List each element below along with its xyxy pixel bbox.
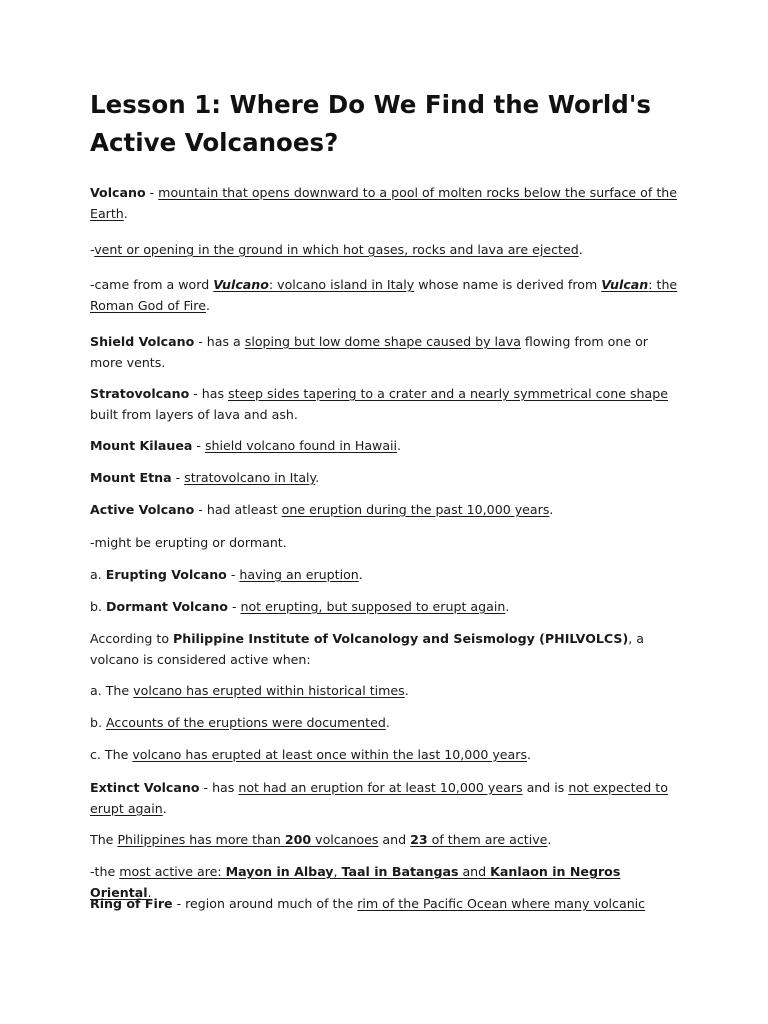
paragraph-philippines-count — [90, 829, 680, 850]
paragraph-shield-volcano — [90, 331, 680, 373]
underlined-text: of them are active — [427, 832, 548, 847]
paragraph-volcano-definition — [90, 182, 680, 224]
text-segment: - region around much of the — [172, 896, 358, 911]
underlined-text: one eruption during the past 10,000 years — [281, 502, 550, 517]
bold-term: Erupting Volcano — [105, 567, 227, 582]
bold-term: Taal in Batangas — [341, 864, 459, 879]
underlined-text: volcanoes — [311, 832, 379, 847]
paragraph-mount-kilauea — [90, 435, 680, 456]
paragraph-ring-of-fire — [90, 893, 680, 914]
text-segment: and — [378, 832, 411, 847]
bold-term: Vulcan — [601, 277, 649, 292]
page-title: Lesson 1: Where Do We Find the World's Active Volcanoes? — [90, 90, 651, 157]
underlined-text: : the Roman God of Fire — [90, 277, 678, 313]
text-segment: . — [315, 470, 320, 485]
paragraph-erupting-volcano — [90, 564, 680, 585]
text-segment: . — [547, 832, 552, 847]
text-segment: a. — [90, 567, 106, 582]
text-segment: -might be erupting or dormant. — [90, 535, 287, 550]
underlined-text: Philippines has more than — [117, 832, 285, 847]
underlined-text: not expected to erupt again — [90, 780, 668, 816]
underlined-text: not erupting, but supposed to erupt again — [240, 599, 506, 614]
underlined-text: and — [458, 864, 491, 879]
underlined-text: volcano has erupted at least once within the last 10,000 years — [132, 747, 528, 762]
underlined-text: sloping but low dome shape caused by lava — [244, 334, 521, 349]
text-segment: According to — [90, 631, 174, 646]
text-segment: . — [404, 683, 409, 698]
bold-term: Volcano — [90, 185, 146, 200]
paragraph-mount-etna — [90, 467, 680, 488]
bold-term: Kanlaon in Negros Oriental — [90, 864, 621, 900]
underlined-text: vent or opening in the ground in which hot gases, rocks and lava are ejected — [94, 242, 579, 257]
bold-term: Extinct Volcano — [90, 780, 200, 795]
text-segment: flowing from one or more vents. — [90, 334, 648, 370]
underlined-text: stratovolcano in Italy — [184, 470, 316, 485]
text-segment: c. The — [90, 747, 133, 762]
bold-term: Mayon in Albay — [225, 864, 334, 879]
text-segment: . — [123, 206, 128, 221]
bold-term: 200 — [284, 832, 312, 847]
bold-term: Philippine Institute of Volcanology and Seismology (PHILVOLCS) — [173, 631, 629, 646]
paragraph-criteria-a — [90, 680, 680, 701]
text-segment: . — [505, 599, 510, 614]
text-segment: - had atleast — [194, 502, 282, 517]
text-segment: - — [90, 242, 95, 257]
underlined-text: shield volcano found in Hawaii — [204, 438, 398, 453]
underlined-text: not had an eruption for at least 10,000 years — [238, 780, 523, 795]
bold-term: Dormant Volcano — [106, 599, 228, 614]
underlined-text: mountain that opens downward to a pool of molten rocks below the surface of the Earth — [90, 185, 677, 221]
bold-term: Vulcano — [213, 277, 269, 292]
paragraph-word-origin — [90, 274, 680, 316]
text-segment: - — [171, 470, 185, 485]
text-segment: . — [205, 298, 210, 313]
text-segment: - has — [189, 386, 229, 401]
text-segment: - has — [199, 780, 239, 795]
underlined-text: , — [333, 864, 342, 879]
bold-term: Ring of Fire — [90, 896, 173, 911]
underlined-text: most active are: — [119, 864, 226, 879]
text-segment: - — [226, 567, 240, 582]
text-segment: . — [527, 747, 532, 762]
text-segment: -the — [90, 864, 120, 879]
bold-term: 23 — [410, 832, 428, 847]
paragraph-criteria-b — [90, 712, 680, 733]
text-segment: . — [397, 438, 402, 453]
text-segment: , a volcano is considered active when: — [90, 631, 644, 667]
text-segment: The — [90, 832, 118, 847]
underlined-text: Accounts of the eruptions were documented — [106, 715, 386, 730]
underlined-text: having an eruption — [239, 567, 359, 582]
bold-term: Mount Etna — [90, 470, 172, 485]
bold-term: Active Volcano — [90, 502, 195, 517]
paragraph-stratovolcano — [90, 383, 680, 425]
paragraph-extinct-volcano — [90, 777, 680, 819]
underlined-text: steep sides tapering to a crater and a nearly symmetrical cone shape — [228, 386, 668, 401]
text-segment: - — [192, 438, 205, 453]
text-segment: -came from a word — [90, 277, 214, 292]
text-segment: . — [578, 242, 583, 257]
text-segment: a. The — [90, 683, 134, 698]
paragraph-erupting-or-dormant — [90, 532, 680, 553]
text-segment: . — [385, 715, 390, 730]
paragraph-dormant-volcano — [90, 596, 680, 617]
underlined-text: volcano has erupted within historical times — [133, 683, 405, 698]
paragraph-active-volcano — [90, 499, 680, 520]
underlined-text: rim of the Pacific Ocean where many volcanic — [357, 896, 646, 911]
underlined-text: : volcano island in Italy — [268, 277, 415, 292]
paragraph-criteria-c — [90, 744, 680, 765]
bold-term: Shield Volcano — [90, 334, 195, 349]
text-segment: b. — [90, 715, 107, 730]
text-segment: - — [145, 185, 159, 200]
text-segment: built from layers of lava and ash. — [90, 407, 298, 422]
text-segment: . — [358, 567, 363, 582]
bold-term: Mount Kilauea — [90, 438, 193, 453]
paragraph-vent-definition — [90, 239, 680, 260]
text-segment: b. — [90, 599, 107, 614]
text-segment: . — [147, 885, 152, 900]
bold-term: Stratovolcano — [90, 386, 190, 401]
text-segment: whose name is derived from — [414, 277, 602, 292]
text-segment: - — [227, 599, 241, 614]
text-segment: - has a — [194, 334, 245, 349]
paragraph-philvolcs-criteria — [90, 628, 680, 670]
text-segment: . — [549, 502, 554, 517]
text-segment: . — [162, 801, 167, 816]
text-segment: and is — [522, 780, 569, 795]
